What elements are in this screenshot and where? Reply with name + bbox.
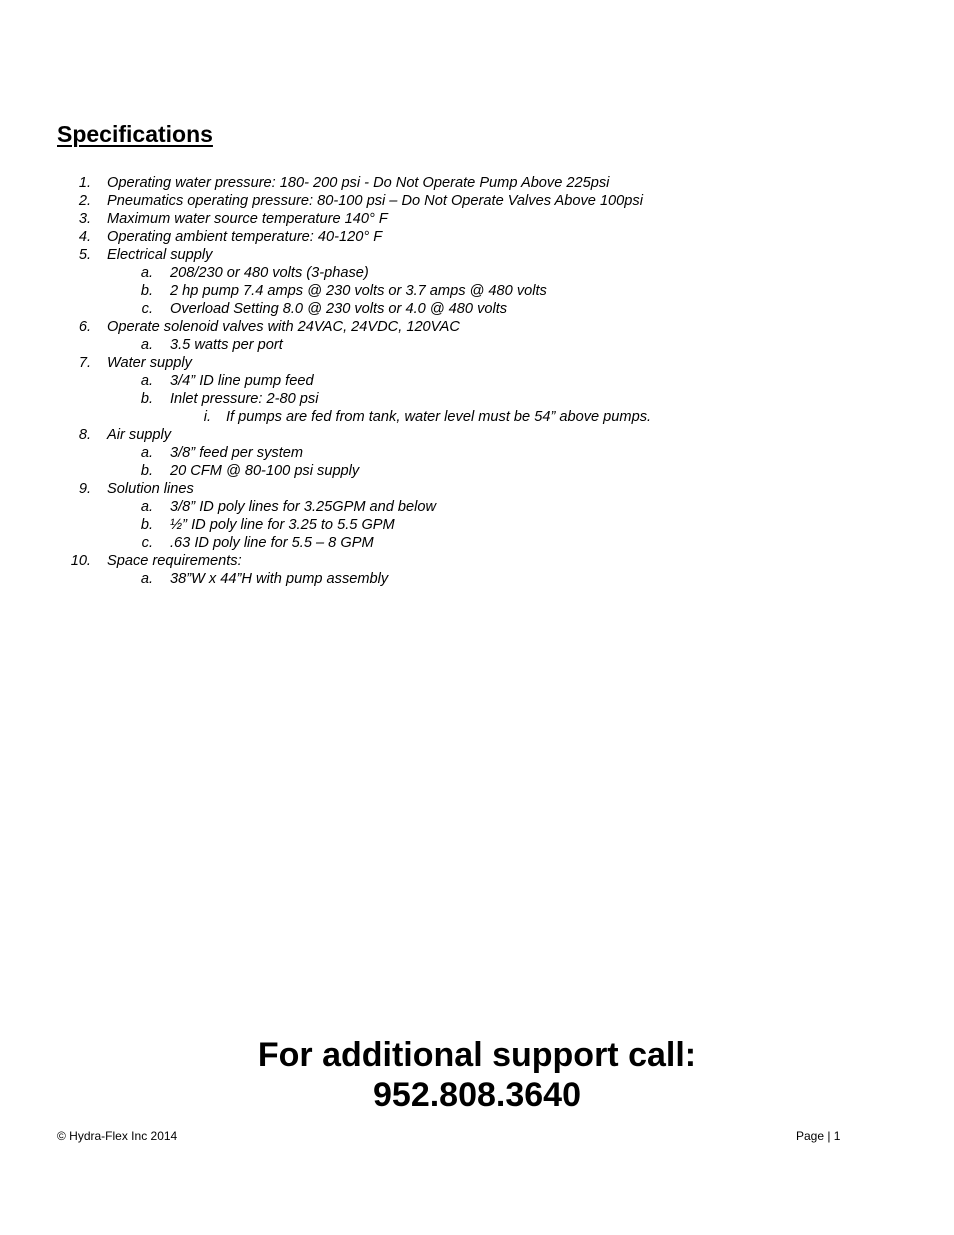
list-item: [0, 228, 954, 246]
list-item-text: 3/8” ID poly lines for 3.25GPM and below: [170, 499, 437, 515]
list-item-text: Air supply: [107, 427, 172, 443]
list-marker: a.: [140, 445, 153, 461]
list-item-text: Operating water pressure: 180- 200 psi - Do Not Operate Pump Above 225psi: [107, 175, 610, 191]
list-item: [0, 498, 954, 516]
list-marker: 1.: [78, 175, 91, 191]
list-item-text: 20 CFM @ 80-100 psi supply: [170, 463, 360, 479]
list-item: [0, 372, 954, 390]
list-marker: b.: [140, 517, 153, 533]
list-item-text: Electrical supply: [107, 247, 213, 263]
list-marker: 5.: [78, 247, 91, 263]
list-item-text: Pneumatics operating pressure: 80-100 psi – Do Not Operate Valves Above 100psi: [107, 193, 643, 209]
list-item: [0, 264, 954, 282]
specifications-list: [0, 174, 954, 588]
list-item: [0, 426, 954, 444]
list-item: [0, 480, 954, 498]
list-item-text: Inlet pressure: 2-80 psi: [170, 391, 319, 407]
list-item-text: Maximum water source temperature 140° F: [107, 211, 388, 227]
list-item: [0, 336, 954, 354]
support-callout: [0, 1035, 954, 1115]
list-item: [0, 318, 954, 336]
list-item: [0, 552, 954, 570]
list-marker: c.: [141, 301, 153, 317]
page-title: Specifications: [57, 121, 213, 147]
list-marker: c.: [141, 535, 153, 551]
list-marker: a.: [140, 265, 153, 281]
list-marker: 3.: [78, 211, 91, 227]
list-marker: 6.: [78, 319, 91, 335]
list-marker: i.: [203, 409, 211, 425]
list-item-text: Water supply: [107, 355, 192, 371]
list-item-text: Solution lines: [107, 481, 194, 497]
list-item-text: 3/4” ID line pump feed: [170, 373, 314, 389]
list-marker: b.: [140, 391, 153, 407]
list-item-text: Space requirements:: [107, 553, 242, 569]
footer-page-number: Page | 1: [796, 1129, 841, 1143]
list-item: [0, 444, 954, 462]
list-item: [0, 210, 954, 228]
list-marker: a.: [140, 571, 153, 587]
list-item: [0, 570, 954, 588]
list-item: [0, 534, 954, 552]
list-marker: a.: [140, 337, 153, 353]
list-item: [0, 516, 954, 534]
list-marker: 9.: [78, 481, 91, 497]
list-item-text: 3.5 watts per port: [170, 337, 283, 353]
list-marker: b.: [140, 463, 153, 479]
list-marker: 10.: [70, 553, 91, 569]
list-marker: 2.: [78, 193, 91, 209]
list-item-text: 3/8” feed per system: [170, 445, 304, 461]
list-item-text: If pumps are fed from tank, water level must be 54” above pumps.: [226, 409, 652, 425]
list-item: [0, 174, 954, 192]
list-marker: b.: [140, 283, 153, 299]
list-item-text: 38”W x 44”H with pump assembly: [170, 571, 389, 587]
list-marker: a.: [140, 499, 153, 515]
list-item: [0, 192, 954, 210]
list-marker: 4.: [78, 229, 91, 245]
list-item: [0, 354, 954, 372]
support-text: For additional support call:: [257, 1036, 697, 1074]
support-phone-number: 952.808.3640: [373, 1076, 581, 1114]
list-item-text: 2 hp pump 7.4 amps @ 230 volts or 3.7 amps @ 480 volts: [170, 283, 547, 299]
list-item-text: 208/230 or 480 volts (3-phase): [170, 265, 369, 281]
list-item: [0, 390, 954, 408]
list-item-text: ½” ID poly line for 3.25 to 5.5 GPM: [170, 517, 395, 533]
list-item-text: Operating ambient temperature: 40-120° F: [107, 229, 383, 245]
list-item: [0, 282, 954, 300]
list-marker: a.: [140, 373, 153, 389]
list-item: [0, 408, 954, 426]
list-item: [0, 300, 954, 318]
list-item-text: Operate solenoid valves with 24VAC, 24VDC, 120VAC: [107, 319, 460, 335]
footer-copyright: © Hydra-Flex Inc 2014: [57, 1129, 178, 1143]
list-marker: 8.: [78, 427, 91, 443]
list-item: [0, 246, 954, 264]
list-item-text: Overload Setting 8.0 @ 230 volts or 4.0 @ 480 volts: [170, 301, 508, 317]
list-marker: 7.: [78, 355, 91, 371]
list-item-text: .63 ID poly line for 5.5 – 8 GPM: [170, 535, 374, 551]
list-item: [0, 462, 954, 480]
